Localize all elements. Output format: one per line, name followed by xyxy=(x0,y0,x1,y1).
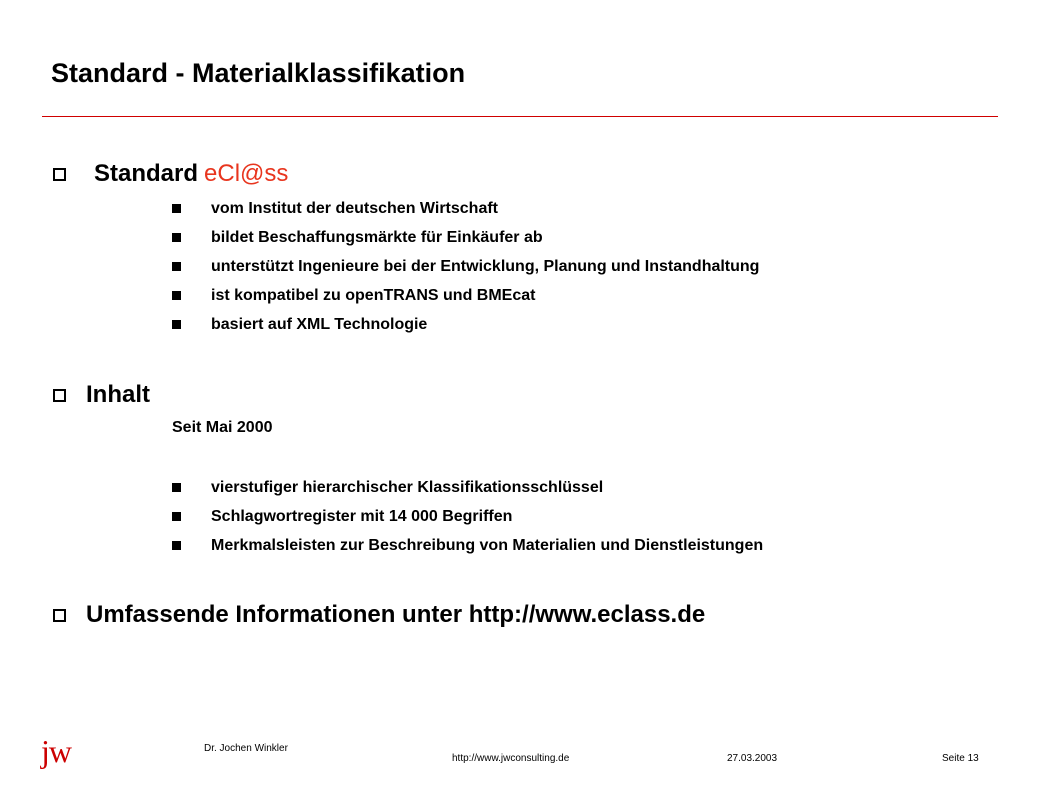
list-item: Schlagwortregister mit 14 000 Begriffen xyxy=(172,508,763,537)
square-bullet-icon xyxy=(172,512,181,521)
section-heading-info xyxy=(53,601,705,629)
eclass-brand-text: eCl@ss xyxy=(204,160,289,187)
footer-url: http://www.jwconsulting.de xyxy=(452,753,570,764)
checkbox-bullet-icon xyxy=(53,168,66,181)
footer-author: Dr. Jochen Winkler xyxy=(204,743,288,754)
square-bullet-icon xyxy=(172,541,181,550)
square-bullet-icon xyxy=(172,483,181,492)
checkbox-bullet-icon xyxy=(53,609,66,622)
section-heading-text: Inhalt xyxy=(86,381,150,408)
title-divider xyxy=(42,116,998,117)
checkbox-bullet-icon xyxy=(53,389,66,402)
square-bullet-icon xyxy=(172,262,181,271)
square-bullet-icon xyxy=(172,320,181,329)
list-item: Merkmalsleisten zur Beschreibung von Materialien und Dienstleistungen xyxy=(172,537,763,566)
bullet-list-inhalt xyxy=(172,479,763,566)
slide-title: Standard - Materialklassifikation xyxy=(51,58,466,88)
square-bullet-icon xyxy=(172,291,181,300)
list-item: bildet Beschaffungsmärkte für Einkäufer ab xyxy=(172,229,759,258)
list-item: ist kompatibel zu openTRANS und BMEcat xyxy=(172,287,759,316)
list-item: vierstufiger hierarchischer Klassifikationsschlüssel xyxy=(172,479,763,508)
list-item: vom Institut der deutschen Wirtschaft xyxy=(172,200,759,229)
list-item: unterstützt Ingenieure bei der Entwicklung, Planung und Instandhaltung xyxy=(172,258,759,287)
section-heading-inhalt xyxy=(53,381,150,409)
list-item: basiert auf XML Technologie xyxy=(172,316,759,345)
square-bullet-icon xyxy=(172,204,181,213)
section-heading-text: Standard xyxy=(94,160,199,187)
footer-date: 27.03.2003 xyxy=(727,753,778,764)
section-heading-standard xyxy=(53,160,288,188)
footer-page-number: Seite 13 xyxy=(942,753,979,764)
jw-logo: jw xyxy=(41,733,71,769)
since-date-text: Seit Mai 2000 xyxy=(172,419,273,436)
section-heading-text: Umfassende Informationen unter http://www.eclass.de xyxy=(86,601,706,628)
square-bullet-icon xyxy=(172,233,181,242)
bullet-list-standard xyxy=(172,200,759,345)
